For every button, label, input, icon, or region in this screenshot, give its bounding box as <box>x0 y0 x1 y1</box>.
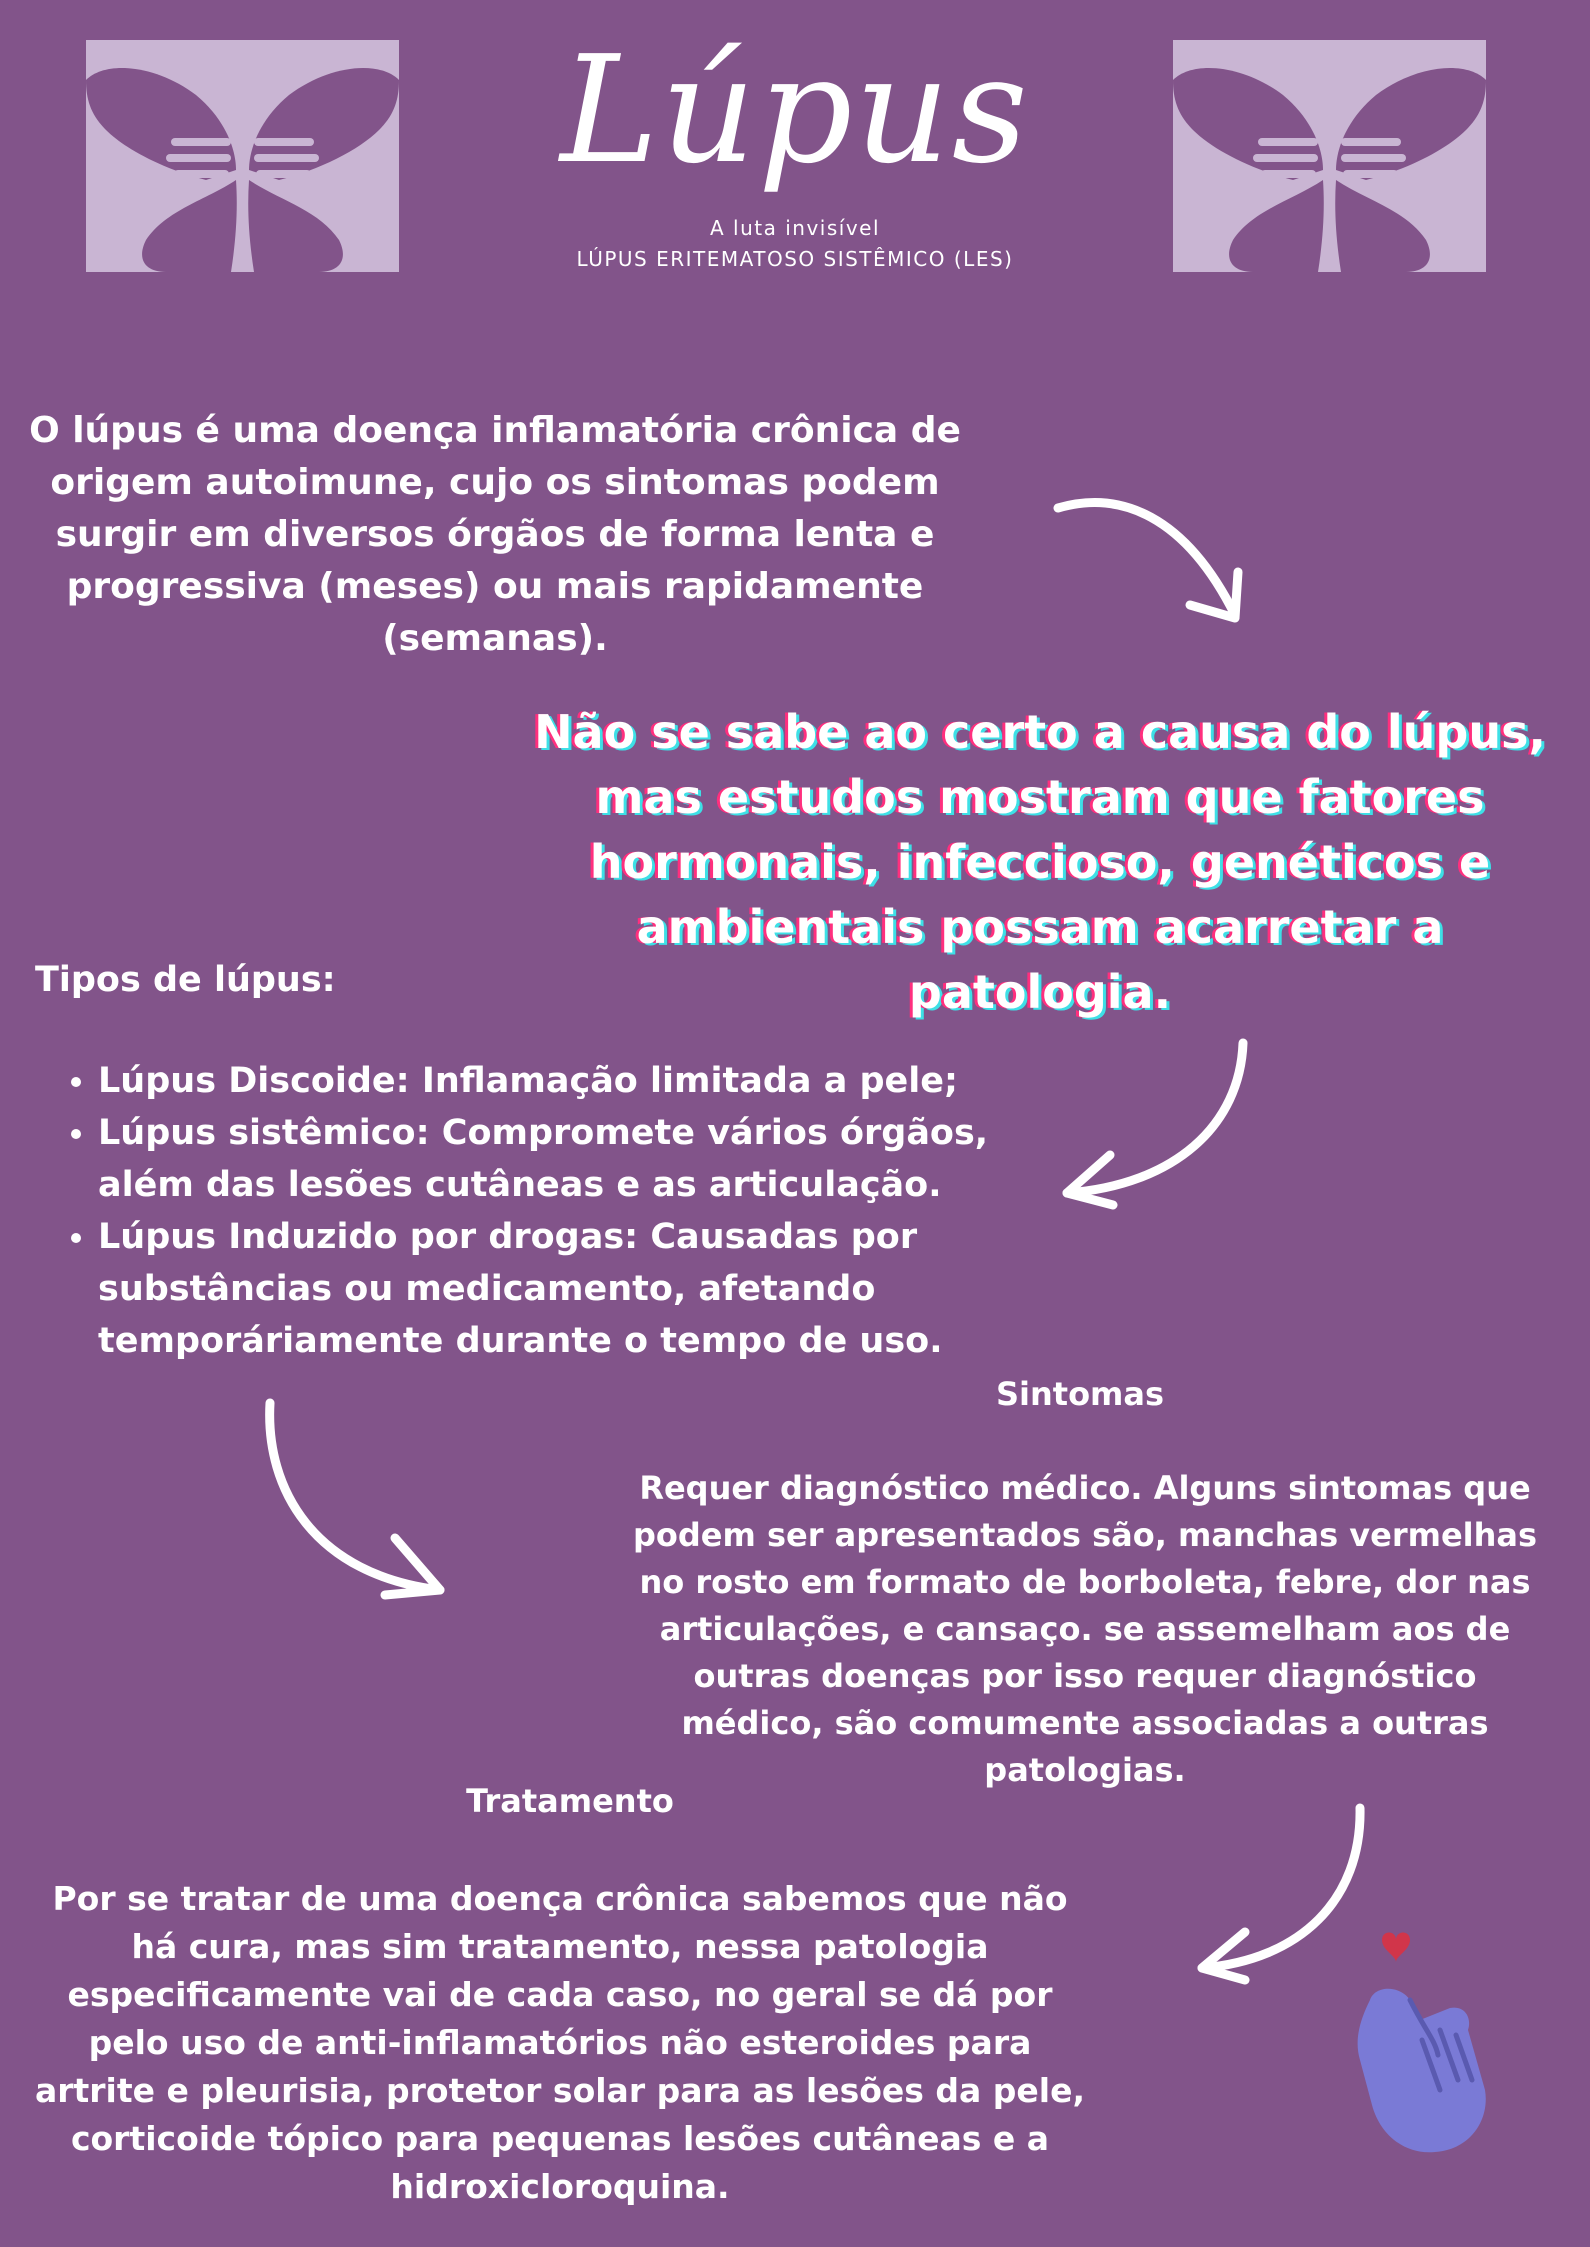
symptoms-title: Sintomas <box>995 1375 1165 1413</box>
curved-arrow-icon <box>1055 1035 1255 1210</box>
symptoms-paragraph: Requer diagnóstico médico. Alguns sintomas que podem ser apresentados são, manchas vermelhas no rosto em formato de borboleta, febre, dor nas articulações, e cansaço. se assemelham aos de outras doenças por isso requer diagnóstico médico, são comumente associadas a outras patologias. <box>632 1469 1538 1789</box>
treatment-paragraph: Por se tratar de uma doença crônica sabemos que não há cura, mas sim tratamento, nessa patologia especificamente vai de cada caso, no geral se dá por pelo uso de anti-inflamatórios não esteroides para artrite e pleurisia, protetor solar para as lesões da pele, corticoide tópico para pequenas lesões cutâneas e a hidroxicloroquina. <box>34 1879 1086 2206</box>
heart-icon <box>1382 1933 1410 1963</box>
finger-heart-icon <box>1340 1920 1510 2160</box>
treatment-title: Tratamento <box>466 1782 674 1820</box>
butterfly-logo-left <box>86 40 399 272</box>
types-title: Tipos de lúpus: <box>35 960 336 1000</box>
list-item: • Lúpus Induzido por drogas: Causadas por substâncias ou medicamento, afetando temporáriamente durante o tempo de uso. <box>98 1211 998 1367</box>
list-item: • Lúpus Discoide: Inflamação limitada a pele; <box>98 1055 998 1107</box>
butterfly-hands-icon <box>86 68 399 272</box>
tagline: A luta invisível <box>709 216 881 240</box>
intro-paragraph: O lúpus é uma doença inflamatória crônica de origem autoimune, cujo os sintomas podem surgir em diversos órgãos de forma lenta e progressiva (meses) ou mais rapidamente (semanas). <box>29 410 961 659</box>
page-title: Lúpus <box>560 24 1030 196</box>
curved-arrow-icon <box>255 1395 455 1605</box>
types-list <box>60 1055 998 1367</box>
cause-paragraph: Não se sabe ao certo a causa do lúpus, mas estudos mostram que fatores hormonais, infeccioso, genéticos e ambientais possam acarretar a patologia. <box>534 705 1546 1019</box>
butterfly-hands-icon <box>1173 68 1486 272</box>
subtitle: LÚPUS ERITEMATOSO SISTÊMICO (LES) <box>576 247 1014 271</box>
butterfly-logo-right <box>1173 40 1486 272</box>
list-item: • Lúpus sistêmico: Compromete vários órgãos, além das lesões cutâneas e as articulação. <box>98 1107 998 1211</box>
curved-arrow-icon <box>1050 490 1250 630</box>
